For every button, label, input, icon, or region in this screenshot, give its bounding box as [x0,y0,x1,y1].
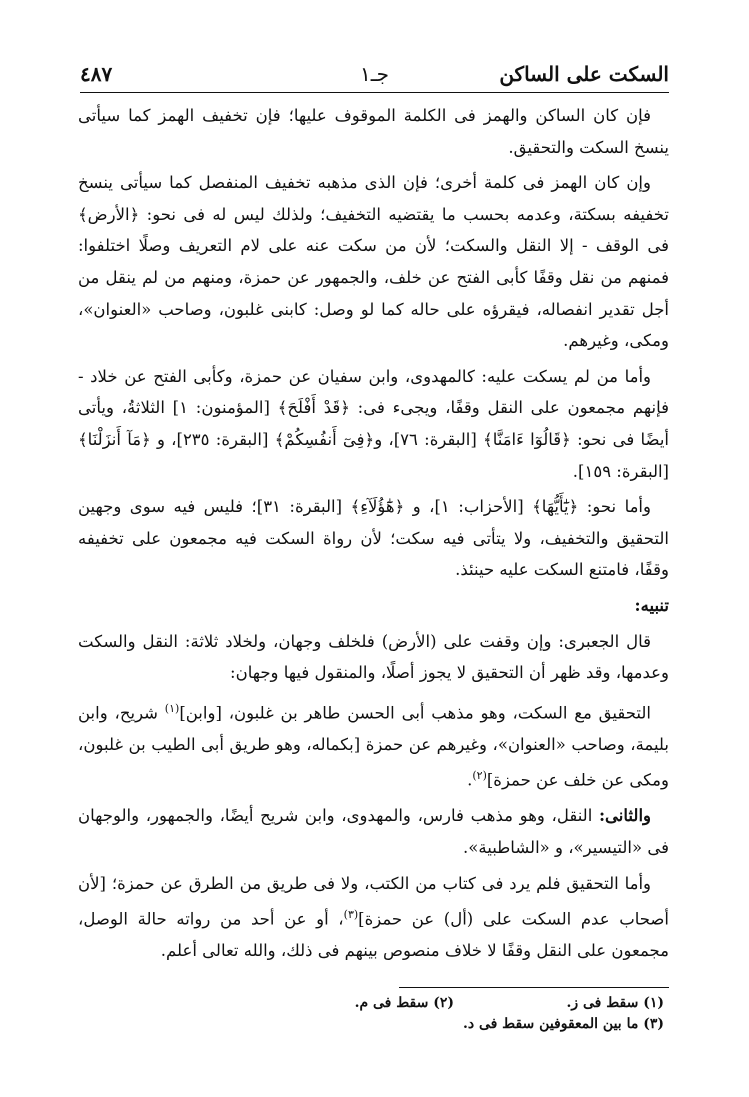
paragraph: وإن كان الهمز فى كلمة أخرى؛ فإن الذى مذهبه تخفيف المنفصل كما سيأتى ينسخ تخفيفه بسكتة، وعدمه بحسب ما يقتضيه التخفيف؛ ولذلك ليس له فى نحو: ﴿الأرض﴾ فى الوقف - إلا النقل والسكت؛ لأن من سكت عنه على لام التعريف وصلًا اختلفوا: فمنهم من نقل وقفًا كأبى الفتح عن خلف، والجمهور عن حمزة، ومنهم من لم ينقل من أجل تقدير انفصاله، فيقرؤه على حاله كما لو وصل: كابنى غلبون، وصاحب «العنوان»، ومكى، وغيرهم. [78,173,669,351]
text-run: شريح، وابن بليمة، وصاحب «العنوان»، وغيرهم عن حمزة [بكماله، وهو طريق أبى الطيب بن غلبون، ومكى عن خلف عن حمزة] [78,703,669,790]
text-run: النقل، وهو مذهب فارس، والمهدوى، وابن شريح أيضًا، والجمهور، والوجهان فى «التيسير»، و «الشاطبية». [78,806,669,858]
paragraph: وأما من لم يسكت عليه: كالمهدوى، وابن سفيان عن حمزة، وكأبى الفتح عن خلاد - فإنهم مجمعون على النقل وقفًا، ويجىء فى: ﴿قَدْ أَفْلَحَ﴾ [المؤمنون: ١] الثلاثةُ، ويأتى أيضًا فى نحو: ﴿قَالُوٓا ءَامَنَّا﴾ [البقرة: ٧٦]، و﴿فِىٓ أَنفُسِكُمْ﴾ [البقرة: ٢٣٥]، و ﴿مَآ أَنزَلْنَا﴾ [البقرة: ١٥٩]. [78,366,670,481]
paragraph [78,800,669,863]
footnotes [80,993,664,1035]
section-heading: تنبيه: [634,595,669,615]
footnote-rule [399,987,669,988]
text-run: وأما التحقيق فلم يرد فى كتاب من الكتب، ولا فى طريق من الطرق عن حمزة؛ [لأن أصحاب عدم السكت على (أل) عن حمزة] [78,873,670,929]
paragraph: وأما نحو: ﴿يَٰٓأَيُّهَا﴾ [الأحزاب: ١]، و ﴿هَٰٓؤُلَآءِ﴾ [البقرة: ٣١]؛ فليس فيه سوى وجهين التحقيق والتخفيف، ولا يتأتى فيه سكت؛ لأن رواة السكت فيه مجمعون على تخفيفه وقفًا، فامتنع السكت عليه حينئذ. [78,497,669,580]
footnote: (١) سقط فى ز. [566,995,664,1011]
volume-label: جـ١ [360,62,389,86]
lead-term: والثانى: [598,806,651,826]
paragraph: قال الجعبرى: وإن وقفت على (الأرض) فلخلف وجهان، ولخلاد ثلاثة: النقل والسكت وعدمها، وقد ظهر أن التحقيق لا يجوز أصلًا، والمنقول فيها وجهان: [78,631,669,683]
footnote-ref: (١) [164,701,180,715]
footnote: (٢) سقط فى م. [354,995,454,1011]
text-run: . [467,770,473,790]
page-header [80,58,669,90]
running-title: السكت على الساكن [499,62,669,86]
paragraph [78,693,669,797]
header-rule [80,92,669,93]
text-run: التحقيق مع السكت، وهو مذهب أبى الحسن طاهر بن غلبون، [وابن] [179,703,651,723]
text-run: ، أو عن أحد من رواته حالة الوصل، مجمعون على النقل وقفًا لا خلاف منصوص بينهم فى ذلك، والله تعالى أعلم. [78,909,669,961]
main-text [78,100,669,971]
footnote-ref: (٢) [472,769,487,783]
footnote-line [80,993,664,1014]
footnote-ref: (٣) [343,908,359,922]
paragraph: فإن كان الساكن والهمز فى الكلمة الموقوف عليها؛ فإن تخفيف الهمز كما سيأتى ينسخ السكت والتحقيق. [78,106,669,157]
footnote: (٣) ما بين المعقوفين سقط فى د. [462,1016,664,1032]
paragraph [78,868,669,967]
page-number: ٤٨٧ [80,62,113,86]
footnote-line [80,1014,664,1035]
